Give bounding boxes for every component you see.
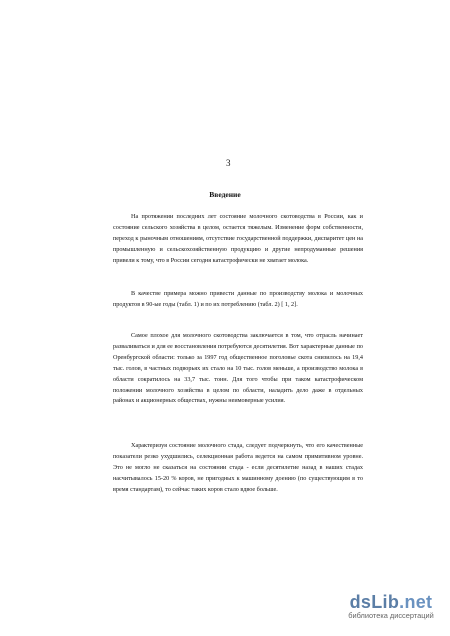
section-heading: Введение <box>209 190 241 199</box>
paragraph-2-text: В качестве примера можно привести данные по производству молока и молочных продуктов в 90-ые годы (табл. 1) и по их потреблению (табл. 2) [ 1, 2]. <box>113 290 363 308</box>
watermark-logo-main: dsLib <box>349 592 400 612</box>
paragraph-3-text: Самое плохое для молочного скотоводства заключается в том, что отрасль начинает разваливаться и для ее восстановления потребуются десятилетия. Вот характерные данные по Оренбургской области: только за 1997 год общественное поголовье скота снизилось на 19,4 тыс. голов, в частных подворьях их стало на 10 тыс. голов меньше, а производство молока в области сократилось на 33,7 тыс. тонн. Для того чтобы при таком катастрофическом положении молочного хозяйства в целом по области, наладить дело даже в отдельных районах и акционерных обществах, нужны неимоверные усилия. <box>113 332 363 405</box>
paragraph-4 <box>113 441 363 496</box>
paragraph-1-text: На протяжении последних лет состояние молочного скотоводства в России, как и состояние сельского хозяйства в целом, остается тяжелым. Изменение форм собственности, переход к рыночным отношениям, отсутствие государственной поддержки, диспаритет цен на промышленную и сельскохозяйственную продукцию и другие непродуманные решения привели к тому, что в России сегодня катастрофически не хватает молока. <box>113 213 363 264</box>
paragraph-1 <box>113 212 363 267</box>
paragraph-2 <box>113 289 363 311</box>
watermark-logo-domain: .net <box>399 592 433 612</box>
paragraph-3 <box>113 331 363 407</box>
page-number: 3 <box>226 158 231 168</box>
site-watermark <box>336 592 446 620</box>
watermark-subtitle: библиотека диссертаций <box>348 611 434 620</box>
paragraph-4-text: Характеризуя состояние молочного стада, следует подчеркнуть, что его качественные показатели резко ухудшились, селекционная работа ведется на самом примитивном уровне. Это не могло не сказаться на состоянии стада - если десятилетие назад в наших стадах насчитывалось 15-20 % коров, не пригодных к машинному доению (по существующим в то время стандартам), то сейчас таких коров стало вдвое больше. <box>113 442 363 493</box>
watermark-logo <box>336 592 446 613</box>
